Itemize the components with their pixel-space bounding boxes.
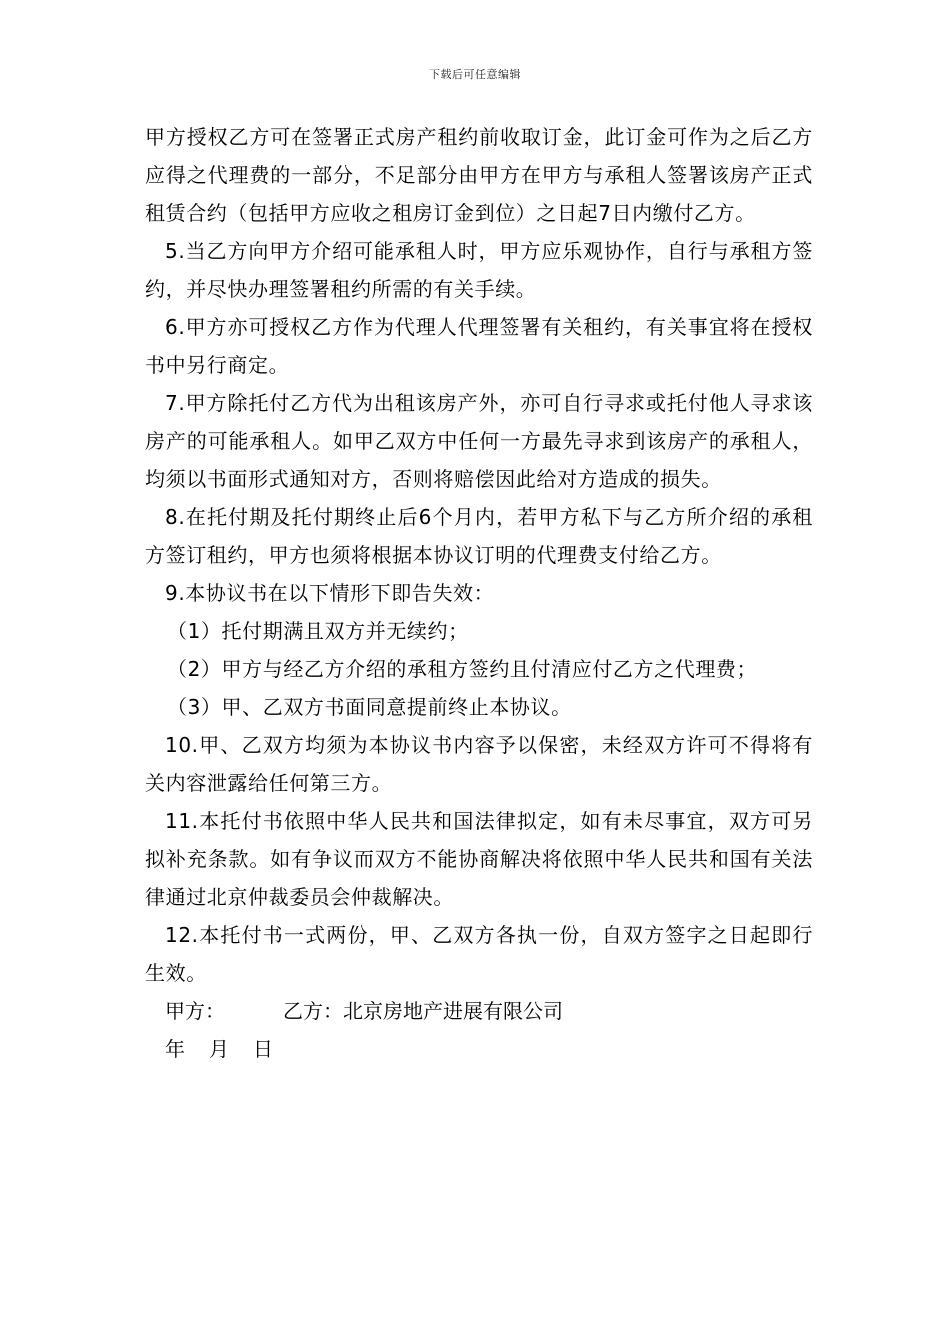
clause-9-item-1: （1）托付期满且双方并无续约；	[167, 619, 469, 643]
page-header: 下载后可任意编辑	[429, 68, 521, 81]
date-row	[145, 1030, 813, 1068]
clause-8: 8.在托付期及托付期终止后6个月内，若甲方私下与乙方所介绍的承租方签订租约，甲方也须将根据本协议订明的代理费支付给乙方。	[145, 505, 813, 567]
clause-12: 12.本托付书一式两份，甲、乙双方各执一份，自双方签字之日起即行生效。	[145, 923, 813, 985]
party-b-label: 乙方：北京房地产进展有限公司	[283, 999, 563, 1023]
date-day: 日	[253, 1037, 273, 1061]
clause-9-item-2: （2）甲方与经乙方介绍的承租方签约且付清应付乙方之代理费；	[167, 657, 758, 681]
paragraph-intro: 甲方授权乙方可在签署正式房产租约前收取订金，此订金可作为之后乙方应得之代理费的一部分，不足部分由甲方在甲方与承租人签署该房产正式租赁合约（包括甲方应收之租房订金到位）之日起7日内缴付乙方。	[145, 125, 813, 225]
signature-row	[145, 992, 813, 1030]
date-year: 年	[165, 1037, 185, 1061]
party-a-label: 甲方：	[165, 999, 225, 1023]
clause-5: 5.当乙方向甲方介绍可能承租人时，甲方应乐观协作，自行与承租方签约，并尽快办理签署租约所需的有关手续。	[145, 239, 813, 301]
clause-9-item-3: （3）甲、乙双方书面同意提前终止本协议。	[167, 695, 572, 719]
document-body	[145, 118, 813, 1068]
clause-6: 6.甲方亦可授权乙方作为代理人代理签署有关租约，有关事宜将在授权书中另行商定。	[145, 315, 813, 377]
clause-9: 9.本协议书在以下情形下即告失效：	[165, 581, 495, 605]
clause-7: 7.甲方除托付乙方代为出租该房产外，亦可自行寻求或托付他人寻求该房产的可能承租人。如甲乙双方中任何一方最先寻求到该房产的承租人，均须以书面形式通知对方，否则将赔偿因此给对方造成的损失。	[145, 391, 813, 491]
clause-11: 11.本托付书依照中华人民共和国法律拟定，如有未尽事宜，双方可另拟补充条款。如有争议而双方不能协商解决将依照中华人民共和国有关法律通过北京仲裁委员会仲裁解决。	[145, 809, 813, 909]
clause-10: 10.甲、乙双方均须为本协议书内容予以保密，未经双方许可不得将有关内容泄露给任何第三方。	[145, 733, 813, 795]
date-month: 月	[209, 1037, 229, 1061]
